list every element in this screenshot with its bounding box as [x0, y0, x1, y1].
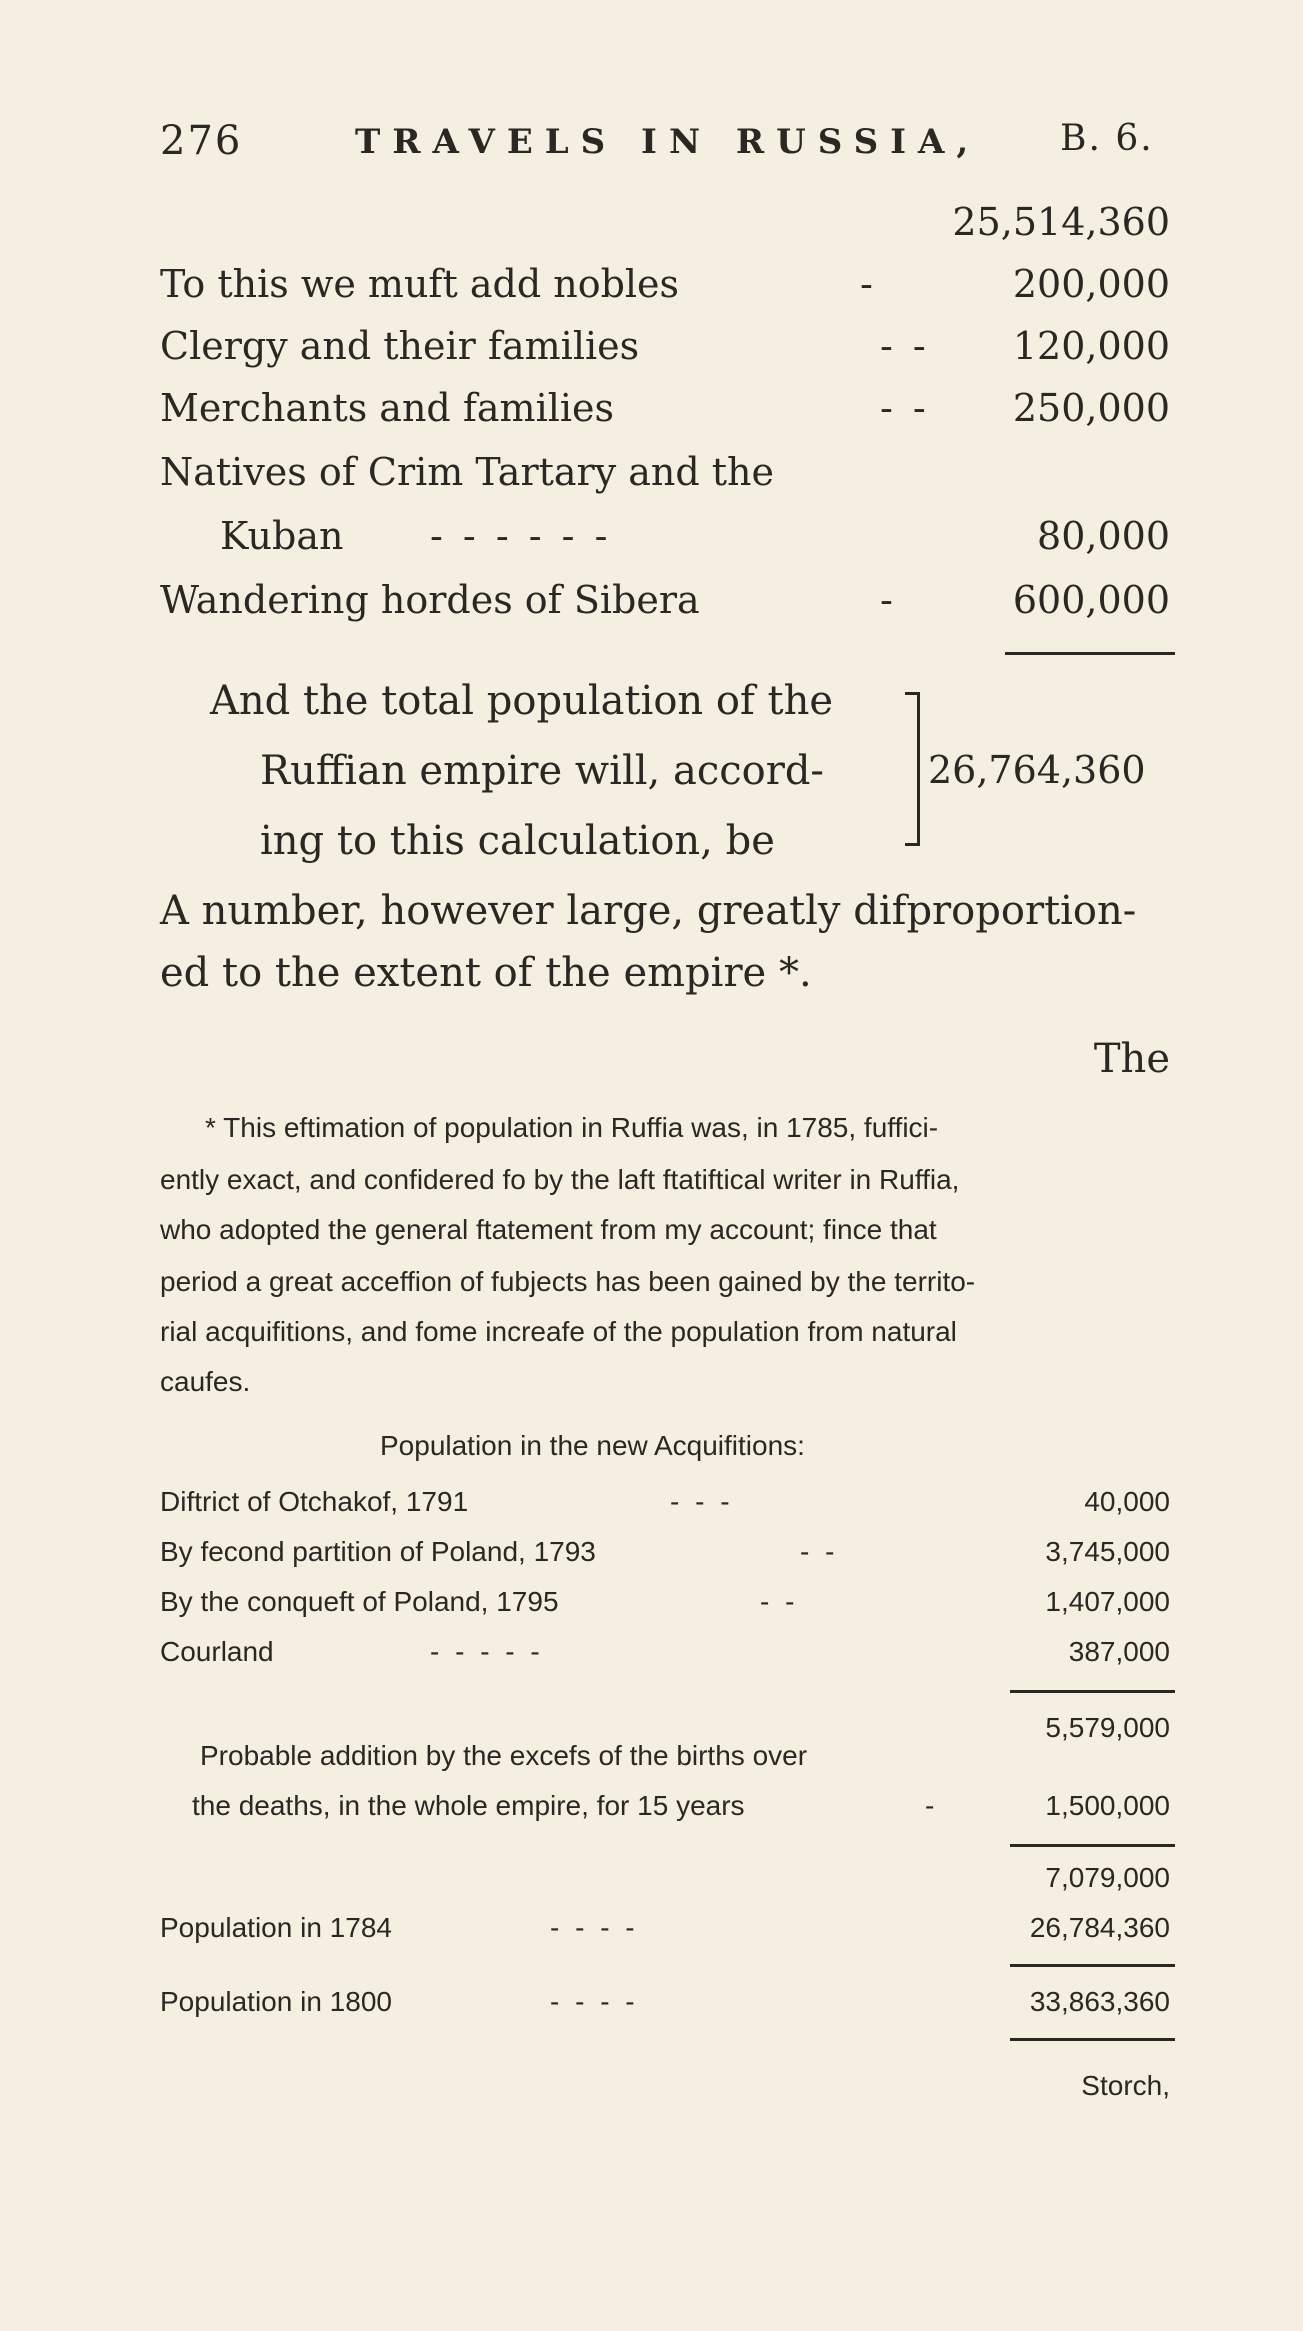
- row-label: To this we muft add nobles: [160, 262, 680, 306]
- row-label: Courland: [160, 1636, 274, 1667]
- footnote-line: who adopted the general ftatement from my account; fince that: [160, 1214, 937, 1245]
- leader-dashes: - -: [800, 1536, 839, 1567]
- table-row: [160, 1486, 1170, 1530]
- table-row: [160, 1636, 1170, 1680]
- row-label: Diftrict of Otchakof, 1791: [160, 1486, 469, 1517]
- addition-line: Probable addition by the excefs of the births over: [200, 1740, 808, 1771]
- page-number: 276: [160, 118, 243, 164]
- leader-dashes: - - - - -: [430, 1636, 544, 1667]
- row-value: 600,000: [1012, 578, 1170, 622]
- row-label: Population in 1784: [160, 1912, 392, 1943]
- footnote-line: rial acquifitions, and fome increafe of the population from natural: [160, 1316, 957, 1347]
- row-label: By fecond partition of Poland, 1793: [160, 1536, 596, 1567]
- table-row: [160, 450, 1170, 510]
- signature: Storch,: [1081, 2070, 1170, 2101]
- leader-dashes: - -: [760, 1586, 799, 1617]
- leader-dashes: - - -: [670, 1486, 734, 1517]
- row-value: 80,000: [1037, 514, 1170, 558]
- bracket: [905, 692, 920, 846]
- total-line: Ruffian empire will, accord-: [260, 748, 824, 794]
- footnote-line: caufes.: [160, 1366, 251, 1397]
- running-title: TRAVELS IN RUSSIA,: [355, 122, 981, 162]
- row-value: 26,784,360: [1029, 1912, 1170, 1943]
- table-row: [160, 1986, 1170, 2030]
- footnote-line: * This eftimation of population in Ruffia was, in 1785, fuffici-: [205, 1112, 939, 1143]
- table-row: [160, 1536, 1170, 1580]
- leader-dashes: - - - - - -: [430, 514, 612, 558]
- leader-dashes: - - - -: [550, 1912, 639, 1943]
- leader-dashes: -: [860, 262, 877, 306]
- body-line: A number, however large, greatly difproportion-: [160, 888, 1137, 934]
- table-row: [160, 1790, 1170, 1834]
- leader-dashes: - -: [880, 324, 930, 368]
- chapter-mark: B. 6.: [1060, 118, 1154, 159]
- row-label: Clergy and their families: [160, 324, 640, 368]
- row-value: 3,745,000: [1045, 1536, 1170, 1567]
- sum-value: 7,079,000: [1045, 1862, 1170, 1893]
- table-row: [160, 1586, 1170, 1630]
- row-value: 120,000: [1012, 324, 1170, 368]
- row-value: 387,000: [1068, 1636, 1170, 1667]
- sum-rule: [1005, 652, 1175, 655]
- subtable-title: Population in the new Acquifitions:: [380, 1430, 805, 1461]
- footnote-line: period a great acceffion of fubjects has been gained by the territo-: [160, 1266, 976, 1297]
- total-value: 26,764,360: [928, 748, 1146, 792]
- row-value: 33,863,360: [1029, 1986, 1170, 2017]
- subtotal-value: 5,579,000: [1045, 1712, 1170, 1743]
- row-label: By the conqueft of Poland, 1795: [160, 1586, 559, 1617]
- table-row: [160, 262, 1170, 322]
- row-label: Wandering hordes of Sibera: [160, 578, 700, 622]
- table-row: [160, 514, 1170, 574]
- leader-dashes: -: [925, 1790, 939, 1821]
- catchword: The: [1093, 1036, 1170, 1082]
- row-label: Kuban: [220, 514, 344, 558]
- addition-line: the deaths, in the whole empire, for 15 years: [192, 1790, 745, 1821]
- leader-dashes: - - - -: [550, 1986, 639, 2017]
- body-line: ed to the extent of the empire *.: [160, 950, 812, 996]
- table-row: [160, 386, 1170, 446]
- table-row: [160, 1912, 1170, 1956]
- table-row: [160, 578, 1170, 638]
- row-value: 250,000: [1012, 386, 1170, 430]
- row-value: 200,000: [1012, 262, 1170, 306]
- leader-dashes: - -: [880, 386, 930, 430]
- row-label: Merchants and families: [160, 386, 615, 430]
- total-line: And the total population of the: [210, 678, 834, 724]
- sum-rule: [1010, 1964, 1175, 1967]
- footnote-line: ently exact, and confidered fo by the laft ftatiftical writer in Ruffia,: [160, 1164, 960, 1195]
- row-label: Natives of Crim Tartary and the: [160, 450, 775, 494]
- row-value: 1,407,000: [1045, 1586, 1170, 1617]
- sum-rule: [1010, 1690, 1175, 1693]
- carried-total: 25,514,360: [952, 200, 1170, 244]
- row-value: 1,500,000: [1045, 1790, 1170, 1821]
- row-label: Population in 1800: [160, 1986, 392, 2017]
- total-line: ing to this calculation, be: [260, 818, 775, 864]
- row-value: 40,000: [1084, 1486, 1170, 1517]
- sum-rule: [1010, 2038, 1175, 2041]
- leader-dashes: -: [880, 578, 897, 622]
- table-row: [160, 324, 1170, 384]
- sum-rule: [1010, 1844, 1175, 1847]
